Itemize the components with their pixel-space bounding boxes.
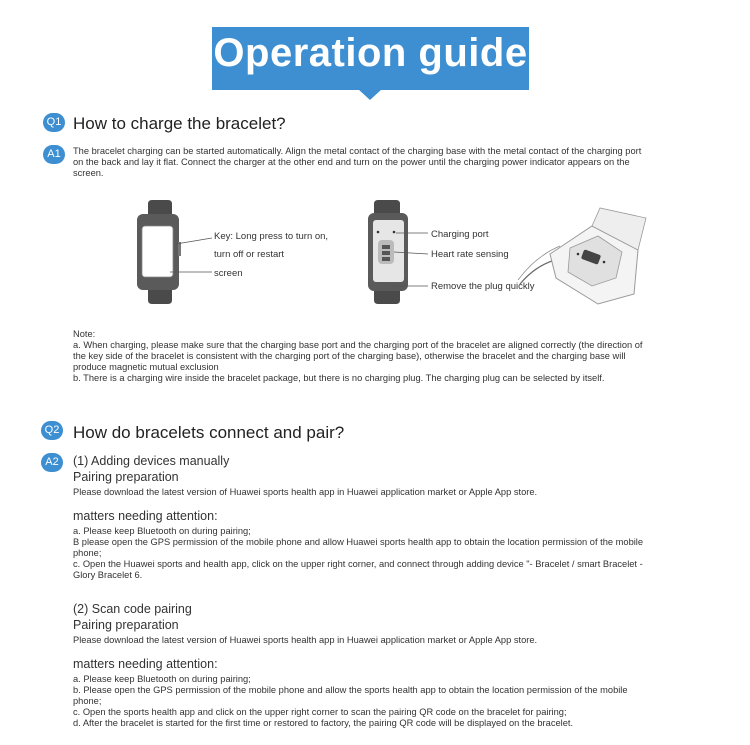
banner-pointer [358,89,382,100]
section2-attention-line-5: d. After the bracelet is started for the first time or restored to factory, the pairing QR code will be displayed on the bracelet. [73,718,574,728]
note-line-3: produce magnetic mutual exclusion [73,362,219,372]
section1-prep-text: Please download the latest version of Huawei sports health app in Huawei application market or Apple App store. [73,487,538,497]
section2-attention-heading: matters needing attention: [73,657,218,671]
a1-line-3: screen. [73,168,104,178]
section2-attention-line-2: b. Please open the GPS permission of the mobile phone and allow the sports health app to obtain the location permission of the mobile [73,685,628,695]
section1-attention-line-4: c. Open the Huawei sports and health app, click on the upper right corner, and connect through adding device "- Bracelet / smart Bracelet - [73,559,643,569]
section1-attention-heading: matters needing attention: [73,509,218,523]
section2-attention-line-4: c. Open the sports health app and click on the upper right corner to scan the pairing QR code on the bracelet for pairing; [73,707,567,717]
section1-attention-line-5: Glory Bracelet 6. [73,570,143,580]
q2-badge: Q2 [41,421,63,440]
section2-prep-heading: Pairing preparation [73,618,179,632]
key-label-line-1: Key: Long press to turn on, [214,231,329,242]
note-line-1: a. When charging, please make sure that the charging base port and the charging port of the bracelet are aligned correctly (the direction of [73,340,643,350]
remove-plug-label: Remove the plug quickly [431,281,535,292]
section2-attention-line-3: phone; [73,696,102,706]
q1-badge: Q1 [43,113,65,132]
q2-title: How do bracelets connect and pair? [73,423,345,442]
section1-attention-line-2: B please open the GPS permission of the mobile phone and allow Huawei sports health app to obtain the location permission of the mobile [73,537,644,547]
charging-port-label: Charging port [431,229,489,240]
note-line-2: the key side of the bracelet is consistent with the charging port of the charging base), otherwise the bracelet and the charging base will [73,351,626,361]
a1-line-2: on the back and lay it flat. Connect the charger at the other end and turn on the power until the charging power indicator appears on the [73,157,630,167]
section2-heading: (2) Scan code pairing [73,602,192,616]
page-title: Operation guide [213,31,528,75]
section1-prep-heading: Pairing preparation [73,470,179,484]
section2-attention-line-1: a. Please keep Bluetooth on during pairing; [73,674,251,684]
key-label-line-3: screen [214,268,243,279]
a1-badge: A1 [43,145,65,164]
note-heading: Note: [73,329,96,339]
section1-attention-line-3: phone; [73,548,102,558]
q1-title: How to charge the bracelet? [73,114,286,133]
section1-heading: (1) Adding devices manually [73,454,230,468]
heart-rate-sensing-label: Heart rate sensing [431,249,509,260]
note-line-4: b. There is a charging wire inside the bracelet package, but there is no charging plug. The charging plug can be selected by itself. [73,373,605,383]
title-banner [212,27,529,90]
section1-attention-line-1: a. Please keep Bluetooth on during pairing; [73,526,251,536]
a2-badge: A2 [41,453,63,472]
section2-prep-text: Please download the latest version of Huawei sports health app in Huawei application market or Apple App store. [73,635,538,645]
key-label-line-2: turn off or restart [214,249,285,260]
a1-line-1: The bracelet charging can be started automatically. Align the metal contact of the charging base with the metal contact of the charging port [73,146,642,156]
